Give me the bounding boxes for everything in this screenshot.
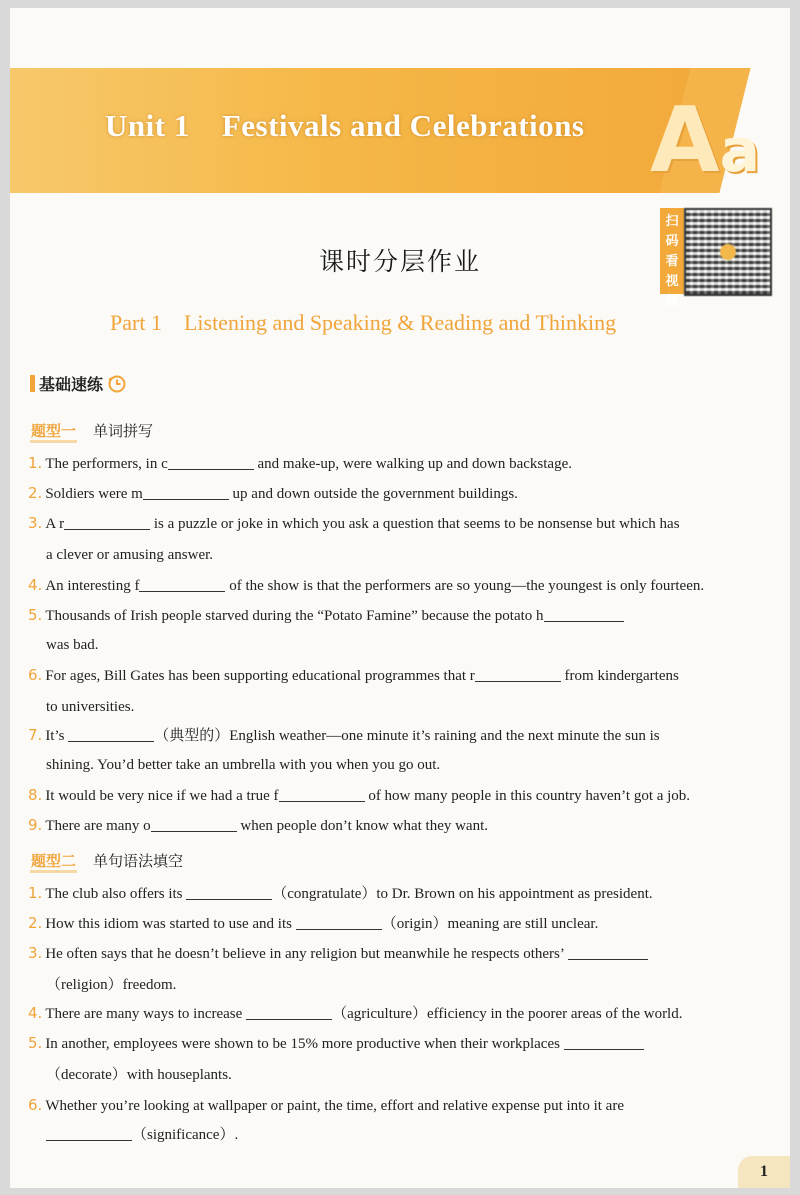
item-text: He often says that he doesn’t believe in any religion but meanwhile he respects others’ xyxy=(45,946,568,962)
list-item xyxy=(28,1028,778,1059)
item-text: It’s xyxy=(45,728,69,744)
page-number: 1 xyxy=(738,1156,790,1188)
item-text: （congratulate）to Dr. Brown on his appointment as president. xyxy=(272,886,653,902)
answer-blank[interactable] xyxy=(296,914,382,930)
list-item xyxy=(28,508,778,539)
list-item-continuation: （decorate）with houseplants. xyxy=(46,1067,232,1083)
item-text: up and down outside the government buildings. xyxy=(228,486,518,502)
item-number: 9. xyxy=(28,816,43,834)
item-text: Whether you’re looking at wallpaper or paint, the time, effort and relative expense put into it are xyxy=(45,1098,624,1114)
list-item xyxy=(28,780,778,811)
question-type-tag: 题型一 xyxy=(30,422,77,443)
item-text: There are many ways to increase xyxy=(45,1006,247,1022)
item-text: An interesting f xyxy=(45,578,140,594)
list-item xyxy=(28,478,778,509)
item-text: There are many o xyxy=(45,818,151,834)
item-text: is a puzzle or joke in which you ask a question that seems to be nonsense but which has xyxy=(150,516,680,532)
list-item xyxy=(28,570,778,601)
item-text: How this idiom was started to use and its xyxy=(45,916,296,932)
item-text: when people don’t know what they want. xyxy=(236,818,489,834)
item-number: 4. xyxy=(28,576,43,594)
item-text: The club also offers its xyxy=(45,886,187,902)
item-text: （origin）meaning are still unclear. xyxy=(381,916,599,932)
question-type-name: 单词拼写 xyxy=(93,422,154,440)
item-text: For ages, Bill Gates has been supporting educational programmes that r xyxy=(45,668,475,684)
item-number: 8. xyxy=(28,786,43,804)
item-number: 3. xyxy=(28,944,43,962)
list-item xyxy=(28,1090,778,1121)
list-item xyxy=(28,448,778,479)
question-type-tag: 题型二 xyxy=(30,852,77,873)
list-item xyxy=(28,720,778,751)
part-title xyxy=(110,310,616,336)
list-item xyxy=(28,908,778,939)
item-number: 7. xyxy=(28,726,43,744)
answer-blank[interactable] xyxy=(68,726,154,742)
item-text: Thousands of Irish people starved during the “Potato Famine” because the potato h xyxy=(45,608,544,624)
answer-blank[interactable] xyxy=(46,1125,132,1141)
item-number: 6. xyxy=(28,1096,43,1114)
answer-blank[interactable] xyxy=(475,666,561,682)
item-text: The performers, in c xyxy=(45,456,168,472)
item-number: 3. xyxy=(28,514,43,532)
item-number: 5. xyxy=(28,606,43,624)
aa-big-letter: A xyxy=(650,88,720,193)
aa-logo xyxy=(650,88,761,196)
item-number: 1. xyxy=(28,454,43,472)
qr-label: 扫码看视频 xyxy=(660,208,684,294)
question-type-1 xyxy=(30,420,153,441)
unit-name: Festivals and Celebrations xyxy=(221,108,585,143)
item-number: 4. xyxy=(28,1004,43,1022)
list-item-continuation: shining. You’d better take an umbrella with you when you go out. xyxy=(46,757,441,773)
item-text: （significance）. xyxy=(132,1127,239,1143)
answer-blank[interactable] xyxy=(151,816,237,832)
clock-icon xyxy=(107,374,127,394)
page-title: 课时分层作业 xyxy=(318,247,481,276)
item-text: （agriculture）efficiency in the poorer areas of the world. xyxy=(332,1006,683,1022)
item-number: 1. xyxy=(28,884,43,902)
list-item xyxy=(28,998,778,1029)
item-text: and make-up, were walking up and down backstage. xyxy=(253,456,572,472)
answer-blank[interactable] xyxy=(139,576,225,592)
list-item xyxy=(28,600,778,631)
item-text: of how many people in this country haven’t got a job. xyxy=(364,788,691,804)
list-item xyxy=(28,660,778,691)
item-text: （典型的）English weather—one minute it’s raining and the next minute the sun is xyxy=(154,728,660,744)
item-text: It would be very nice if we had a true f xyxy=(45,788,279,804)
part-name: Listening and Speaking & Reading and Thinking xyxy=(183,310,617,335)
item-text: A r xyxy=(45,516,65,532)
answer-blank[interactable] xyxy=(246,1004,332,1020)
answer-blank[interactable] xyxy=(568,944,648,960)
answer-blank[interactable] xyxy=(64,514,150,530)
answer-blank[interactable] xyxy=(564,1034,644,1050)
item-text: of the show is that the performers are so young—the youngest is only fourteen. xyxy=(225,578,705,594)
answer-blank[interactable] xyxy=(143,484,229,500)
list-item-continuation: a clever or amusing answer. xyxy=(46,547,214,563)
answer-blank[interactable] xyxy=(544,606,624,622)
list-item xyxy=(28,810,778,841)
answer-blank[interactable] xyxy=(279,786,365,802)
section-bar xyxy=(30,375,35,392)
answer-blank[interactable] xyxy=(168,454,254,470)
worksheet-page xyxy=(10,8,790,1188)
list-item-continuation: to universities. xyxy=(46,699,135,715)
item-text: from kindergartens xyxy=(560,668,679,684)
question-type-2 xyxy=(30,850,183,871)
unit-title xyxy=(105,108,584,144)
question-type-name: 单句语法填空 xyxy=(93,852,184,870)
item-number: 2. xyxy=(28,484,43,502)
list-item-continuation xyxy=(28,1120,778,1150)
list-item-continuation: （religion）freedom. xyxy=(46,977,177,993)
section-heading-text: 基础速练 xyxy=(39,375,104,394)
aa-small-letter: a xyxy=(719,116,761,186)
list-item xyxy=(28,878,778,909)
answer-blank[interactable] xyxy=(186,884,272,900)
part-label: Part 1 xyxy=(110,310,162,335)
item-text: Soldiers were m xyxy=(45,486,143,502)
section-heading xyxy=(30,372,127,395)
item-number: 5. xyxy=(28,1034,43,1052)
item-text: In another, employees were shown to be 15% more productive when their workplaces xyxy=(45,1036,564,1052)
list-item-continuation: was bad. xyxy=(46,637,99,653)
item-number: 6. xyxy=(28,666,43,684)
item-number: 2. xyxy=(28,914,43,932)
list-item xyxy=(28,938,778,969)
unit-label: Unit 1 xyxy=(105,108,190,143)
